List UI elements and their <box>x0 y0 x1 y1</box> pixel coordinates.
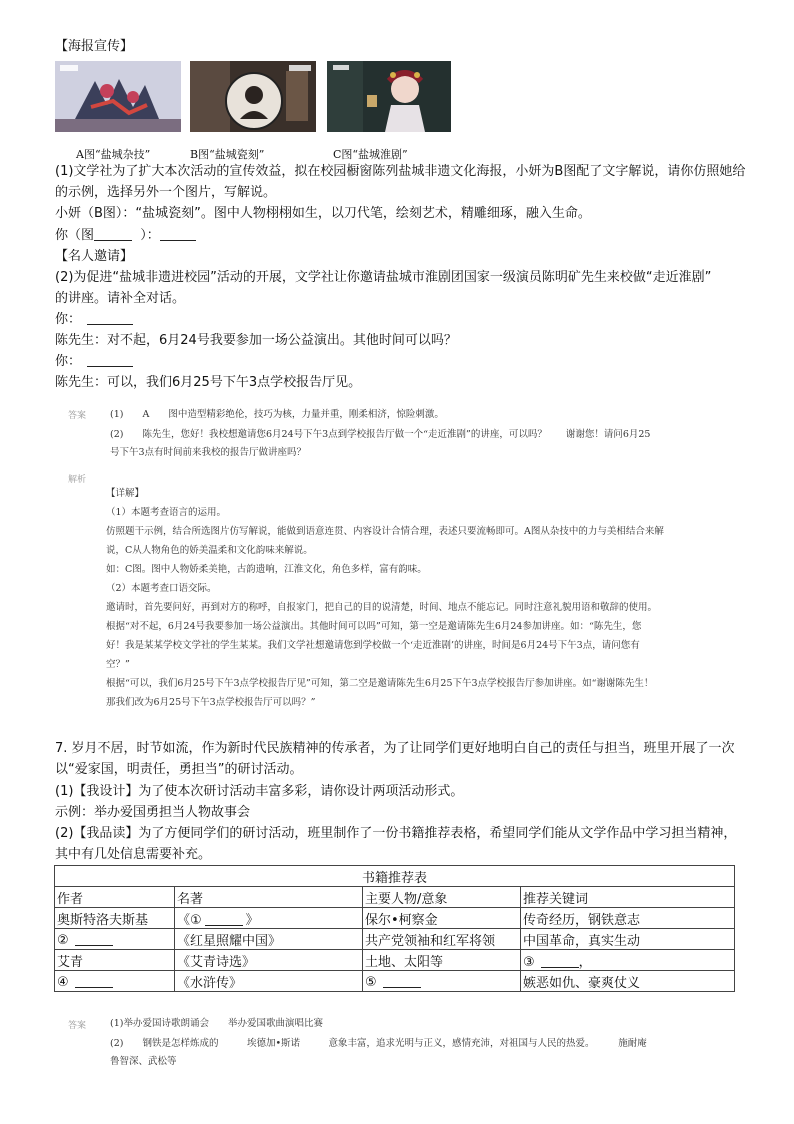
blank-mark: ⑤ <box>365 974 377 990</box>
cell-keyword: 中国革命，真实生动 <box>521 929 735 950</box>
q7-answer-line1: (1)举办爱国诗歌朗诵会 举办爱国歌曲演唱比赛 <box>110 1018 323 1029</box>
blank-3[interactable] <box>541 953 579 968</box>
table-row <box>55 950 735 971</box>
you-label: 你： <box>55 312 82 327</box>
table-row <box>55 929 735 950</box>
your-prefix: 你（图 <box>55 228 95 243</box>
analysis-line: 空？” <box>106 659 130 670</box>
analysis-line: 好！我是某某学校文学社的学生某某。我们文学社想邀请您到学校做一个‘走近淮剧’的讲座，时间是6月24号下午3点，请问您有 <box>106 640 640 651</box>
table-row <box>55 908 735 929</box>
q7-line5: (2)【我品读】为了方便同学们的研讨活动，班里制作了一份书籍推荐表格，希望同学们能从文学作品中学习担当精神， <box>55 826 737 841</box>
q7-answer-line2: (2) 钢铁是怎样炼成的 埃德加•斯诺 意象丰富，追求光明与正义，感情充沛，对祖国与人民的热爱。 施耐庵 <box>110 1038 647 1049</box>
cell-book <box>175 908 363 929</box>
blank-1[interactable] <box>205 911 243 926</box>
analysis-line: 【详解】 <box>106 488 145 499</box>
q6-part2-line2: 的讲座。请补全对话。 <box>55 291 186 306</box>
q7-line2: 以“爱家国，明责任，勇担当”的研讨活动。 <box>55 762 303 777</box>
blank-2[interactable] <box>75 931 113 946</box>
q6-part1-line2: 的示例，选择另外一个图片，写解说。 <box>55 185 277 200</box>
dialogue-blank-1[interactable] <box>87 310 133 325</box>
q7-answer-line3: 鲁智深、武松等 <box>110 1056 177 1067</box>
cell-author <box>55 929 175 950</box>
cell-keyword: 嫉恶如仇、豪爽仗义 <box>521 971 735 992</box>
cell-figure: 保尔•柯察金 <box>363 908 521 929</box>
header-keyword: 推荐关键词 <box>521 887 735 908</box>
q6-part2-line1: (2)为促进“盐城非遗进校园”活动的开展，文学社让你邀请盐城市淮剧团国家一级演员陈明矿先生来校做“走近淮剧” <box>55 270 712 285</box>
you-label-2: 你： <box>55 354 82 369</box>
q6-answer-line2: (2) 陈先生，您好！我校想邀请您6月24号下午3点到学校报告厅做一个“走近淮剧”的讲座，可以吗？ 谢谢您！请问6月25 <box>110 429 651 440</box>
picture-choice-blank[interactable] <box>94 226 132 241</box>
book-prefix: 《① <box>177 912 202 928</box>
dialogue-chen-1: 陈先生：对不起，6月24号我要参加一场公益演出。其他时间可以吗？ <box>55 333 457 348</box>
q6-analysis-tag: 解析 <box>68 475 87 485</box>
poster-a-caption: A图“盐城杂技” <box>76 148 151 161</box>
q6-analysis-body <box>106 484 664 712</box>
q6-answer-tag: 答案 <box>68 411 87 421</box>
dialogue-chen-2: 陈先生：可以，我们6月25号下午3点学校报告厅见。 <box>55 375 362 390</box>
q7-answer-tag: 答案 <box>68 1021 87 1031</box>
q6-your-answer-line <box>55 225 196 247</box>
analysis-line: 根据“对不起，6月24号我要参加一场公益演出。其他时间可以吗”可知，第一空是邀请陈先生6月24参加讲座。如：“陈先生，您 <box>106 621 642 632</box>
poster-b-caption: B图“盐城瓷刻” <box>190 148 265 161</box>
cell-keyword: 传奇经历，钢铁意志 <box>521 908 735 929</box>
cell-figure <box>363 971 521 992</box>
cell-author: 奥斯特洛夫斯基 <box>55 908 175 929</box>
analysis-line: 邀请时，首先要问好，再到对方的称呼，自报家门，把自己的目的说清楚，时间、地点不能忘记。同时注意礼貌用语和敬辞的使用。 <box>106 602 658 613</box>
book-recommendation-table <box>54 865 735 992</box>
table-row <box>55 971 735 992</box>
cell-book: 《水浒传》 <box>175 971 363 992</box>
blank-5[interactable] <box>383 973 421 988</box>
poster-c-caption: C图“盐城淮剧” <box>333 148 408 161</box>
blank-mark: ④ <box>57 974 69 990</box>
analysis-line: 那我们改为6月25号下午3点学校报告厅可以吗？” <box>106 697 316 708</box>
poster-b-image <box>190 61 316 132</box>
invite-heading: 【名人邀请】 <box>55 249 134 264</box>
cell-book: 《艾青诗选》 <box>175 950 363 971</box>
header-figure: 主要人物/意象 <box>363 887 521 908</box>
analysis-line: 说，C从人物角色的娇美温柔和文化韵味来解说。 <box>106 545 313 556</box>
cell-book: 《红星照耀中国》 <box>175 929 363 950</box>
blank-mark: ③ <box>523 954 535 970</box>
cell-author: 艾青 <box>55 950 175 971</box>
cell-figure: 土地、太阳等 <box>363 950 521 971</box>
analysis-line: 根据“可以，我们6月25号下午3点学校报告厅见”可知，第二空是邀请陈先生6月25下午3点学校报告厅参加讲座。如“谢谢陈先生！ <box>106 678 654 689</box>
table-title: 书籍推荐表 <box>55 866 735 887</box>
header-book: 名著 <box>175 887 363 908</box>
q6-part1-line1: (1)文学社为了扩大本次活动的宣传效益，拟在校园橱窗陈列盐城非遗文化海报，小妍为B图配了文字解说，请你仿照她给 <box>55 164 746 179</box>
analysis-line: 如：C图。图中人物娇柔美艳，古韵遗响，江淮文化，角色多样，富有韵味。 <box>106 564 427 575</box>
poster-heading: 【海报宣传】 <box>55 39 134 54</box>
analysis-line: 仿照题干示例，结合所选图片仿写解说，能做到语意连贯、内容设计合情合理，表述只要流畅即可。A图从杂技中的力与美相结合来解 <box>106 526 664 537</box>
q6-example: 小妍（B图）：“盐城瓷刻”。图中人物栩栩如生，以刀代笔，绘刻艺术，精雕细琢，融入生命。 <box>55 206 591 221</box>
your-mid: ）： <box>140 228 160 243</box>
blank-mark: ② <box>57 932 69 948</box>
q7-line6: 其中有几处信息需要补充。 <box>55 847 212 862</box>
q7-line3: (1)【我设计】为了使本次研讨活动丰富多彩，请你设计两项活动形式。 <box>55 784 464 799</box>
blank-4[interactable] <box>75 973 113 988</box>
cell-figure: 共产党领袖和红军将领 <box>363 929 521 950</box>
cell-author <box>55 971 175 992</box>
q7-line4: 示例：举办爱国勇担当人物故事会 <box>55 805 251 820</box>
q6-answer-line1: (1) A 图中造型精彩绝伦，技巧为核，力量并重，刚柔相济，惊险刺激。 <box>110 409 444 420</box>
analysis-line: （1）本题考查语言的运用。 <box>106 507 227 518</box>
poster-a-image <box>55 61 181 132</box>
q6-answer-line3: 号下午3点有时间前来我校的报告厅做讲座吗？ <box>110 447 307 458</box>
dialogue-you-2 <box>55 351 133 373</box>
cell-keyword: ③ ， <box>521 950 735 971</box>
book-suffix: 》 <box>245 912 259 928</box>
header-author: 作者 <box>55 887 175 908</box>
dialogue-you-1 <box>55 309 133 331</box>
dialogue-blank-2[interactable] <box>87 352 133 367</box>
analysis-line: （2）本题考查口语交际。 <box>106 583 217 594</box>
caption-blank[interactable] <box>160 226 196 241</box>
q7-line1: 7. 岁月不居，时节如流，作为新时代民族精神的传承者，为了让同学们更好地明白自己的责任与担当，班里开展了一次 <box>55 741 735 756</box>
poster-c-image <box>327 61 451 132</box>
table-header-row <box>55 887 735 908</box>
